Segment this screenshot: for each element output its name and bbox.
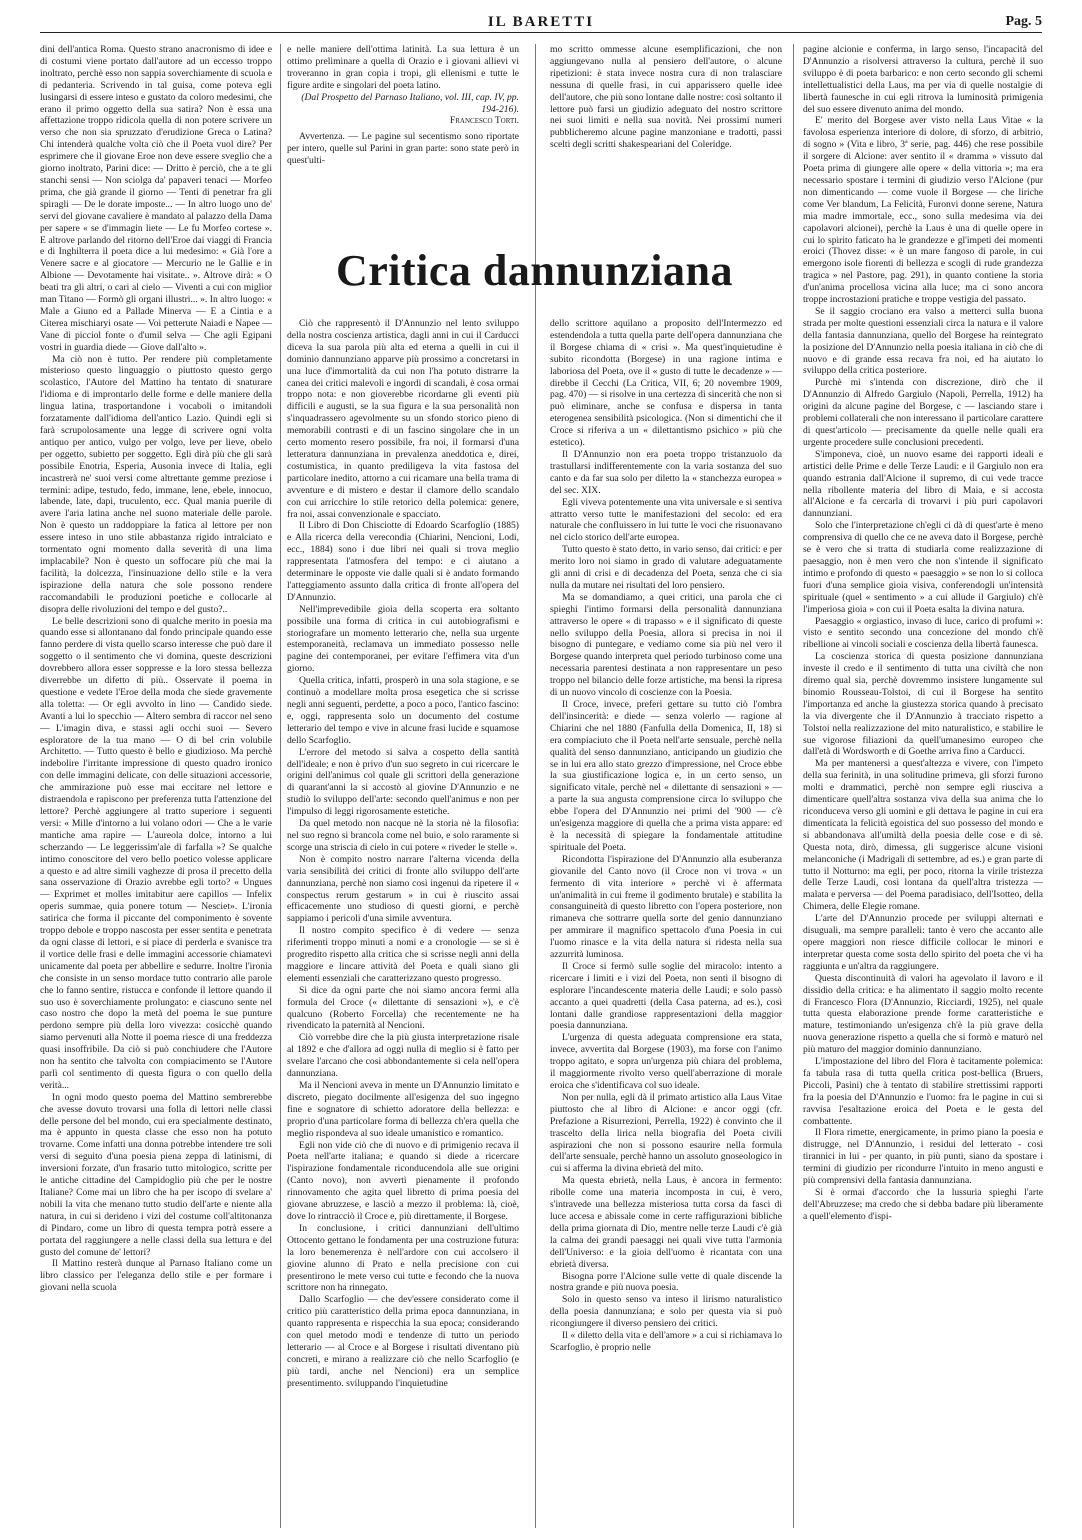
paragraph: dini dell'antica Roma. Questo strano anacronismo di idee e di costumi viene portato dall'autore ad un eccesso troppo inoltrato, perchè esso non sappia soverchiamente di scuola e di pedanteria. Scrivendo in tal guisa, come poteva egli lusingarsi di essere inteso e gustato da coloro medesimi, che erano il primo oggetto della sua satira? Non è essa una affettazione troppo ridicola quella di non potere scrivere un verso che non sia spruzzato d'erudizione Greca o Latina? Chi intenderà qualche volta ciò che il Poeta vuol dire? Per esprimere che il giovane Eroe non deve essere sveglio che a giorno inoltrato, Parini dice: — Dritto è perciò, che a te gli stanchi sensi — Non sciolga da' papaveri tenaci — Morfeo prima, che già grande il giorno — Tenti di penetrar fra gli spiragli — De le dorate imposte... — In altro luogo uno de' servi del giovane cavaliere è mandato al palazzo della Dama per sapere « se d'immagin liete — Le fu Morfeo cortese ». E altrove parlando del ritorno dell'Eroe dai viaggi di Francia e di Inghilterra il poeta dice a lui medesimo: « Già l'ore a Venere sacre e al giocatore — Mercurio ne le Gallie e in Albione — Devotamente hai visitate.. ». Altrove dirà: « O beati tra gli altri, o cari al cielo — Viventi a cui con miglior man Titano — Formò gli organi illustri... ». In altro luogo: « Male a Giuno ed a Pallade Minerva — E a Cintia e a Citerea mischiaryi osate — Voi petterute Naiadi e Napee — Vane di picciol fonte o d'umil selva — Che agli Egipani vostri in guardia diede — Giove dall'alto ». (40, 44, 272, 353)
paragraph: Si è ormai d'accordo che la lussuria spieghi l'arte dell'Abruzzese; ma credo che si debba badare più liberamente a quell'elemento d'ispi- (803, 1187, 1043, 1222)
paragraph: Il Croce, invece, preferì gettare su tutto ciò l'ombra dell'insincerità: e diede — senza volerlo — ragione al Chiarini che nel 1880 (Fanfulla della Domenica, II, 18) si era compiaciuto che il Poeta nell'arte sensuale, perchè nella qualità del senso dannunziano, anticipando un giudizio che se in lui era allo stato grezzo d'impressione, nel Croce ebbe la sua giustificazione logica e, in un certo senso, un significato vitale, perchè nel « dilettante di sensazioni » — a parte la sua angusta comprensione circa lo sviluppo che ebbe l'opera del D'Annunzio nei primi del '900 — c'è un'esigenza maggiore di quella che a prima vista appare: ed è la necessità di spiegare la fondamentale attitudine spirituale del Poeta. (550, 699, 782, 853)
paragraph: Ma per mantenersi a quest'altezza e vivere, con l'impeto della sua ferinità, in una solitudine primeva, gli sforzi furono molti e drammatici, perchè non sempre egli riusciva a dimenticare quell'altra sostanza viva della sua anima che lo riconduceva verso gli uomini e gli dettava le pagine in cui era dimenticata la felicità egoistica del suo possesso del mondo e si abbandonava all'umiltà della poesia delle cose e di sè. Questa nota, dirò, dimessa, gli suggerisce alcune visioni melanconiche (i Madrigali di settembre, ad es.) e gran parte di tutto il Notturno: ma egli, per poco, ritorna la virile tristezza delle Terze Laudi, così lontana da quell'altra tristezza — malata e perversa — del Poema paradisiaco, dell'Isotteo, della Chimera, delle Elegie romane. (803, 758, 1043, 913)
paragraph: In ogni modo questo poema del Mattino sembrerebbe che avesse dovuto trovarsi una folla di lettori nelle classi delle persone del bel mondo, cui era specialmente destinato, ma è appunto in questa classe che esso non ha potuto trovarne. Come infatti una donna potrebbe intendere tre soli versi di seguito d'una poesia piena zeppa di latinismi, di inversioni forzate, d'un frasario tutto mitologico, scritte per le antiche cittadine del Campidoglio più che per le nostre Italiane? Come mai un libro che ha per iscopo di svelare a' nobili la vita che menano tutto studio dell'arte e niente alla natura, in cui si derideno i vizi del costume coll'altitonanza di Pindaro, come un libro di questa tempra potrà essere a portata del raggiungere a nelle classi della sua lettura e del gusto del comune de' lettori? (40, 1091, 272, 1258)
paragraph: Non per nulla, egli dà il primato artistico alla Laus Vitae piuttosto che al libro di Alcione: e ancor oggi (cfr. Prefazione a Risurrezioni, Perrella, 1922) è convinto che il trascelto della lirica nella biografia del Poeta civili aspirazioni che non si possono esaurire nella formula dell'arte sensuale, perchè hanno un assoluto gnoseologico in cui si afferma la divina ebrietà del mito. (550, 1091, 782, 1175)
paragraph: Il « diletto della vita e dell'amore » a cui si richiamava lo Scarfoglio, è proprio nelle (550, 1330, 782, 1353)
paragraph: Il Flora rimette, energicamente, in primo piano la poesia e distrugge, nel D'Annunzio, i residui del letterato - così tirannici in lui - per quanto, in più punti, siano da spostare i termini di giudizio per ricondurre l'intuito in meno angusti e più comprensivi della fantasia dannunziana. (803, 1127, 1043, 1187)
paragraph: Ciò che rappresentò il D'Annunzio nel lento sviluppo della nostra coscienza artistica, dagli anni in cui il Carducci diceva la sua parola più alta ed eterna a quelli in cui il dominio dannunziano apparve più prossimo a concretarsi in una luce d'immortalità da cui non l'ha potuto distrarre la canea dei critici malevoli e ingordi di scandali, è cosa ormai troppo nota: e non gioverebbe ricordarne gli eventi più difficili e augusti, se la sua figura e la sua personalità non s'inquadrassero agevolmente su un sfondo storico pieno di memorabili contrasti e di un fascino singolare che in un certo momento resero possibile, fra noi, il formarsi d'una letteratura dannunziana in prevalenza aneddotica e, direi, costumistica, in quanto prediligeva la vita fastosa del particolare inedito, attorno a cui ricamare una bella trama di avventure e di mistero e destar il clamore dello scandalo con cui arricchire lo stile retorico della polemica: genere, fra noi, assai convenzionale e spacciato. (287, 318, 519, 520)
paragraph: Bisogna porre l'Alcione sulle vette di quale discende la nostra grande e più nuova poesia. (550, 1270, 782, 1294)
header-rule (40, 32, 1042, 33)
paragraph: Egli non vide ciò che di nuovo e di primigenio recava il Poeta nell'arte italiana; e quando si diede a ricercare l'ispirazione fondamentale riconducendola alle sue origini (Canto novo), non avvertì pienamente il profondo rinnovamento che agita quel libretto di prima poesia del giovane abruzzese, e lasciò a mezzo il problema: là, cioè, dove lo rintracciò il Croce e, più direttamente, il Borgese. (287, 1139, 519, 1222)
masthead: IL BARETTI (487, 14, 595, 30)
paragraph: Il Mattino resterà dunque al Parnaso Italiano come un libro classico per l'eleganza dello stile e per formare i giovani nella scuola (40, 1258, 272, 1294)
author-signature: Francesco Torti. (449, 115, 519, 127)
paragraph: Le belle descrizioni sono di qualche merito in poesia ma quando esse si allontanano dal fondo principale quando esse fanno perdere di vista quello scarso interesse che può dare il soggetto o il sentimento che vi domina, queste descrizioni dovrebbero allora esser soppresse e la loro stessa bellezza diverrebbe un difetto di più.. Osservate il poema in questione e vedete l'Eroe della moda che siede gravemente alla toletta: — Or egli avvolto in lino — Candido siede. Avanti a lui lo specchio — Altero sembra di raccor nel seno — L'imagin diva, e stassi agli occhi suoi — Severo esploratore de la tua mano — O di bel crin volubile Architetto. — Tutto questo è bello e giudizioso. Ma perchè indebolire l'irritante impressione di questo quadro ironico con delle immagini delicate, con delle situazioni accessorie, che ammirazione può esse mai eccitare nel lettore e distraendola e rapiscono per preferenza tutta l'attenzione del lettore? Perchè aggiungere al tratto superiore i seguenti versi: « Mille d'intorno a lui volano odori — Che a le varie mantiche ama rapire — L'aureola dolce, intorno a lui scherzando — Le leggerissim'ale di farfalla »? Se qualche intimo conoscitore del vero bello poetico volesse applicare a questo e ad altre simili vaghezze di prosa il precetto della sana osservazione di Orazio avrebbe egli torto? « Ungues — Exprimet et molles imitabitur aere capillos — Infelix operis summae, quia ponere totum — Nesciet». L'ironia satirica che forma il piccante del componimento è sovente troppo debole e troppo nascosta per esser sentita e penetrata da ogni classe di lettori, e si piace di perderla e svanisce tra il vortice delle frasi e delle immagini accessorie chiamatevi unicamente dal poeta per abbellire e sedurre. Inoltre l'ironia che consiste in un senso mordace tutto contrario alle parole che lo fanno sentire, ristucca e confonde il lettore quando il suo uso è soverchiamente prolungato: e ciascuno sente nel caso nostro che dopo la metà del poema le sue punture perdono sempre più della loro vivezza: cosicchè quando siamo pervenuti alla Notte il poema riesce di una freddezza quasi insoffribile. Da ciò si può conchiudere che l'Autore non ha sentito che talvolta con compiacimento se l'Autore parlì col sentimento di questa figura o con quello della verità... (40, 615, 272, 1091)
article-column-3 (803, 44, 1043, 1528)
column-3-top (550, 44, 782, 234)
paragraph: In conclusione, i critici dannunziani dell'ultimo Ottocento gettano le fondamenta per una costruzione futura: la loro benemerenza è nell'ardore con cui accolsero il giovine alunno di Prato e nella precisione con cui presentirono le mete verso cui tutte e fecondo che la nuova scrittore non ha rinnegato. (287, 1222, 519, 1294)
paragraph: Paesaggio « orgiastico, invaso di luce, carico di profumi »: visto e sentito secondo una concezione del mondo ch'è ribellione ai vincoli sociali e coscienza della libertà faunesca. (803, 615, 1043, 651)
paragraph: Ma questa ebrietà, nella Laus, è ancora in fermento: ribolle come una materia incomposta in cui, è vero, s'intravede una bellezza misteriosa tutta corsa da fasci di luce accesa e abissale come in certe raffigurazioni bibliche della prima giornata di Dio, mentre nelle terze Laudi c'è già la calma dei grandi paesaggi nei quali vive tutta l'armonia dell'Universo: e la gioia dell'uomo è ricantata con una ebrietà diversa. (550, 1175, 782, 1270)
paragraph: Il Croce si fermò sulle soglie del miracolo: intento a ricercare i limiti e i vizi del Poeta, non sentì il bisogno di esplorare l'incandescente materia delle Laudi; e solo passò accanto a quei quadretti (della Casa paterna, ad es.), così lontani dalle grandiose rappresentazioni della maggior poesia dannunziana. (550, 960, 782, 1032)
paragraph: L'arte del D'Annunzio procede per sviluppi alternati e disuguali, ma sempre paralleli: tanto è vero che accanto alle opere maggiori non riesce difficile collocar le minori e interpretar questa come sosta dello spirito del poeta che vi ha raggiunta e un'altra da raggiungere. (803, 913, 1043, 972)
editor-note: Avvertenza. — Le pagine sul secentismo sono riportate per intero, quelle sul Parini in gran parte: sono state però in quest'ulti- (287, 131, 519, 167)
paragraph: pagine alcionie e conferma, in largo senso, l'incapacità del D'Annunzio a risolversi attraverso la cultura, perchè il suo sviluppo è di poeta barbarico: e non certo secondo gli schemi intellettualistici della Laus, ma per via di quelle nostalgie di libertà faunesche in cui egli ritrova la luminosità primigenia del suo essere divenuto anima del mondo. (803, 44, 1043, 115)
paragraph: Nell'imprevedibile gioia della scoperta era soltanto possibile una forma di critica in cui autobiografismi e storiografare un momento letterario che, nella sua urgente estemporaneità, reclamava un immediato possesso nelle pagine dei contemporanei, per evitare l'effimera vita d'un giorno. (287, 603, 519, 675)
article-column-2 (550, 318, 782, 1528)
paragraph: Purchè mi s'intenda con discrezione, dirò che il D'Annunzio di Alfredo Gargiulo (Napoli, Perrella, 1912) ha origini da alcune pagine del Borgese, c — lasciando stare i problemi collaterali che non interessano il particolare carattere di quest'articolo — precisamente da quelle nelle quali era urgente procedere sulle conclusioni precedenti. (803, 377, 1043, 448)
paragraph: Egli viveva potentemente una vita universale e si sentiva attratto verso tutte le manifestazioni del secolo: ed era naturale che confluissero in lui tutte le voci che risuonavano nel ciclo storico dell'arte europea. (550, 496, 782, 544)
paragraph: Ma se domandiamo, a quei critici, una parola che ci spieghi l'intimo formarsi della personalità dannunziana attraverso le opere « di trapasso » e il significato di queste nello sviluppo della Poesia, allora si precisa in noi il bisogno di puntegare, e vediamo come sia più nel vero il Borgese quando interpreta quel periodo turbinoso come una necessaria parentesi destinata a non rappresentare un peso troppo nel bilancio delle forze artistiche, ma bensì la ripresa di un nuovo vincolo di coscienze con la Poesia. (550, 591, 782, 699)
paragraph: Tutto questo è stato detto, in vario senso, dai critici: e per merito loro noi siamo in grado di valutare adeguatamente gli anni di crisi e di decadenza del Poeta, senza che ci sia nulla da mutare nei risultati del loro pensiero. (550, 544, 782, 591)
article-column-1 (287, 318, 519, 1528)
paragraph: Ma ciò non è tutto. Per rendere più completamente misterioso questo linguaggio o piuttosto questo gergo scolastico, l'Autore del Mattino ha tentato di snaturare l'idioma e di improntarlo delle forme e delle maniere della lingua latina, trasportandone i vocaboli o imitandoli forzatamente dall'idioma dell'antico Lazio. Quindi egli si farà scrupolosamente una legge di scrivere ogni volta antiquo per antico, vulgo per volgo, leve per lieve, obelo per oggetto, subietto per soggetto. Egli dirà più che gli sarà possibile Enotria, Esperia, Ausonia invece di Italia, egli incastrerà ne' suoi versi come altrettante gemme preziose i termini: adipe, testudo, fedo, immane, lene, ebele, innocuo, labende, late, dapi, truculento, ecc. Qual mania puerile di avere l'aria latina anche nel suono materiale delle parole. Non è questo un raddoppiare la fatica al lettore per non essere inteso in uno stile abbastanza rigido intralciato e tormentato ogni momento dalla severità di una lima implacabile? Non è questo un soffocare più che mai la facilità, la dolcezza, l'insinuazione dello stile e la vera ispirazione della natura che sole possono rendere raccomandabili le produzioni poetiche e collocarle al disopra delle rivoluzioni del tempo e del gusto?.. (40, 353, 272, 615)
paragraph: S'imponeva, cioè, un nuovo esame dei rapporti ideali e artistici delle Prime e delle Terze Laudi: e il Gargiulo non era quando estrania dall'Alcione il supremo, di cui vede tracce nella ribollente materia del libro di Maia, e si accosta all'Alcione e fa cercarla di trovarvi i più puri capolavori dannunziani. (803, 448, 1043, 520)
paragraph: La coscienza storica di questa posizione dannunziana investe il credo e il sentimento di tutta una civiltà che non diremo qual sia, perchè dovremmo insistere lungamente sul binomio Rousseau-Tolstoi, di cui il Borgese ha sentito l'importanza ed anche la giustezza storica quando à precisato la via divergente che il D'Annunzio à tracciato rispetto a Tolstoi nella realizzazione del mito naturalistico, e stabilire le sue vigorose filiazioni da quell'umanesimo europeo che dall'età di Wordsworth e di Goethe arriva fino a Carducci. (803, 651, 1043, 758)
column-rule-3 (793, 44, 794, 1528)
page-header (40, 8, 1042, 38)
paragraph: Ciò vorrebbe dire che la più giusta interpretazione risale al 1892 e che d'allora ad oggi nulla di meglio si è fatto per svelare l'arcano che così abbondantemente si cela nell'opera dannunziana. (287, 1032, 519, 1080)
paragraph: Non è compito nostro narrare l'alterna vicenda della varia sensibilità dei critici di fronte allo sviluppo dell'arte dannunziana, perchè non siamo così ingenui da ripetere il « conspectus rerum gestarum » in cui è riuscito assai efficacemente uno studioso di questi giorni, e perchè sappiamo i pericoli d'una simile avventura. (287, 853, 519, 925)
page-number: Pag. 5 (1005, 14, 1042, 29)
paragraph: Dallo Scarfoglio — che dev'essere considerato come il critico più caratteristico della prima epoca dannunziana, in quanto rappresenta e rispecchia la sua epoca; considerando con quel metodo modi e tendenze di tutto un periodo letterario — al Croce e al Borgese i risultati diventano più concreti, e mirano a realizzare ciò che nello Scarfoglio (e più tardi, anche nel Nencioni) era un semplice presentimento. sviluppando l'inquietudine (287, 1294, 519, 1389)
column-rule-1 (280, 44, 281, 1528)
paragraph: Ricondotta l'ispirazione del D'Annunzio alla esuberanza giovanile del Canto novo (il Croce non vi trova « un fermento di vita interiore » perchè vi è affermata un'animalità in cui freme il godimento brutale) e stabilita la consanguineità di questo libretto con l'opera posteriore, non rimaneva che sottrarre quella sorte del genio dannunziano per ammirare il magnifico spettacolo d'una Poesia in cui l'uomo rinasce e la vita della natura si ridesta nella sua azzurrità luminosa. (550, 853, 782, 961)
paragraph: Il Libro di Don Chisciotte di Edoardo Scarfoglio (1885) e Alla ricerca della verecondia (Chiarini, Nencioni, Lodi, ecc., 1884) sono i due libri nei quali si trova meglio rappresentata l'atmosfera del tempo: e ci aiutano a determinare le opposte vie dalle quali si è andato formando l'atteggiamento assunto dalla critica di fronte all'opera del D'Annunzio. (287, 520, 519, 603)
paragraph: e nelle maniere dell'ottima latinità. La sua lettura è un ottimo preliminare a quella di Orazio e i giovani allievi vi troveranno in gran copia i tropi, gli ellenismi e tutte le figure ardite e singolari del poeta latino. (287, 44, 519, 91)
paragraph: Il nostro compito specifico è di vedere — senza riferimenti troppo minuti a nomi e a cronologie — se si è progredito rispetto alla critica che si scrisse negli anni della maggiore e lincare attività del Poeta e quali siano gli elementi essenziali che caratterizzano questo progresso. (287, 925, 519, 984)
paragraph: Questa discontinuità di valori ha agevolato il lavoro e il dissidio della critica: e ha alimentato il saggio molto recente di Francesco Flora (D'Annunzio, Ricciardi, 1925), nel quale tutta questa elaborazione prende forme caratteristiche e mature, testimoniando un'esigenza ch'è la più grave della nuova generazione rispetto a quella che si formò e maturò nel più maturo del maggior dominio dannunziano. (803, 972, 1043, 1056)
paragraph: Si dice da ogni parte che noi siamo ancora fermi alla formula del Croce (« dilettante di sensazioni »), e c'è qualcuno (Roberto Forcella) che recentemente ne ha rivendicato la paternità al Nencioni. (287, 984, 519, 1032)
paragraph: L'urgenza di questa adeguata comprensione era stata, invece, avvertita dal Borgese (1903), ma forse con l'animo troppo agitato, e sopra un'urgenza più chiara del problema, il maggiormente rivolto verso quell'aberrazione di morale eroica che s'identificava col suo ideale. (550, 1032, 782, 1091)
paragraph: E' merito del Borgese aver visto nella Laus Vitae « la favolosa esperienza interiore di dolore, di sforzo, di arbitrio, di sogno » (Vita e libro, 3ª serie, pag. 446) che rese possibile il sorgere di Alcione: aver sentito il « dramma » vissuto dal Poeta prima di giungere alle opere « della vittoria »; ma era necessario spostare i termini di giudizio verso l'Alcione (pur non dimenticando — come vuole il Borgese — che liriche come Ver blandum, La Felicità, Furonvi donne serene, Natura mia madre immortale, ecc., sono sulla medesima via dei capolavori alcionei), perchè la Laus è una di quelle opere in cui lo spirito faticato ha le grandezze e gl'impeti dei momenti eroici (Thovez disse: « è un mare fangoso di parole, in cui emergono isole fiorenti di bellezza e scogli di rude grandezza tragica » nel Pastore, pag. 291), in quanto contiene la storia d'un'anima procellosa vicina alla luce; ma ci sono ancora troppe incrostazioni pratiche e troppe vestigia del passato. (803, 115, 1043, 306)
paragraph: Da quel metodo non nacque nè la storia nè la filosofia: nel suo regno si brancola come nel buio, e solo raramente si scorge una striscia di cielo in cui potere « riveder le stelle ». (287, 818, 519, 853)
paragraph: dello scrittore aquilano a proposito dell'Intermezzo ed estendendola a tutta quella parte dell'opera dannunziana che il Borgese chiama di « crisi ». Ma quest'inquietudine è subito ricondotta (Borgese) in una ragione intima e laboriosa del Poeta, ove il « gusto di tutte le decadenze » — direbbe il Cecchi (La Critica, VII, 6; 20 novembre 1909, pag. 470) — si risolve in una certezza di sincerità che non si può eliminare, anche se confusa e dispersa in tanta eterogenea sensibilità psicologica. (Non si dimentichi che il Croce si riferiva a un « dilettantismo psichico » più che estetico). (550, 318, 782, 449)
paragraph: Ma il Nencioni aveva in mente un D'Annunzio limitato e discreto, piegato docilmente all'esigenza del suo ingegno fine e sognatore di schietto adoratore della bellezza: e proprio d'una particolare forma di bellezza ch'era quella che meglio rispondeva al suo ideale umanistico e romantico. (287, 1080, 519, 1139)
paragraph: L'impostazione del libro del Flora è tacitamente polemica: fa tabula rasa di tutta quella critica post-bellica (Bruers, Piccoli, Pasini) che à tentato di stabilire strettissimi rapporti fra la poesia del D'Annunzio e l'uomo: fra le pagine in cui si ravvisa l'esaltazione eroica del Poeta e le gesta del combattente. (803, 1056, 1043, 1127)
column-1 (40, 44, 272, 1528)
paragraph: Solo in questo senso va inteso il lirismo naturalistico della poesia dannunziana; e solo per questa via si può ricongiungere il diverso pensiero dei critici. (550, 1294, 782, 1330)
article-headline: Critica dannunziana (335, 246, 733, 295)
paragraph: Solo che l'interpretazione ch'egli ci dà di quest'arte è meno comprensiva di quello che ce ne aveva dato il Borgese, perchè se è vero che si tratta di studiarla come realizzazione di paesaggio, non è men vero che non s'intende il significato intimo e profondo di questo « paesaggio » se non lo si colloca fuori d'una semplice gioia visiva, conferendogli un'intensità spirituale (quel « sentimento » a cui allude il Gargiulo) ch'è l'imperiosa gioia » con cui il Poeta esalta la divina natura. (803, 520, 1043, 615)
paragraph: Quella critica, infatti, prosperò in una sola stagione, e se continuò a modellare molta prosa esegetica che si scrisse negli anni seguenti, perdette, a poco a poco, l'antico fascino: e, oggi, rappresenta solo un documento del costume letterario del tempo e vive in alcune frasi lucide e squamose dello Scarfoglio. (287, 675, 519, 746)
paragraph: Se il saggio crociano era valso a metterci sulla buona strada per molte questioni essenziali circa la natura e il valore della fantasia dannunziana, quello del Borgese ha reintegrato la posizione del D'Annunzio nella poesia italiana in ciò che di nuovo e di grande essa recava fra noi, ed ha aiutato lo sviluppo della critica posteriore. (803, 305, 1043, 377)
paragraph: L'errore del metodo si salva a cospetto della santità dell'ideale; e non è privo d'un suo segreto in cui ricercare le origini dell'animus col quale gli scrittori della generazione di quarant'anni la si accostò al giovine D'Annunzio e ne studiò lo sviluppo dell'arte: secondo quell'animus e non per l'impulso di leggi rigorosamente estetiche. (287, 746, 519, 818)
column-2-top (287, 44, 519, 234)
source-citation: (Dal Prospetto del Parnaso Italiano, vol. III, cap. IV, pp. 194-216). (301, 91, 519, 115)
paragraph: Il D'Annunzio non era poeta troppo tristanzuolo da trastullarsi indifferentemente con la varia sostanza del suo canto e da far sua solo per diletto la « stanchezza europea » del sec. XIX. (550, 448, 782, 496)
paragraph: mo scritto ommesse alcune esemplificazioni, che non aggiungevano nulla al pensiero dell'autore, o alcune ripetizioni: è stata invece nostra cura di non tralasciare nessuna di quelle frasi, in cui apparissero quelle idee dell'autore, che più sono lontane dalle nostre: così soltanto il lettore può farsi un giudizio adeguato del nostro scrittore nei suoi limiti e nella sua novità. Nei prossimi numeri pubblicheremo alcune pagine manzoniane e tradotti, passi scelti degli scritti shakespeariani del Coleridge. (550, 44, 782, 151)
